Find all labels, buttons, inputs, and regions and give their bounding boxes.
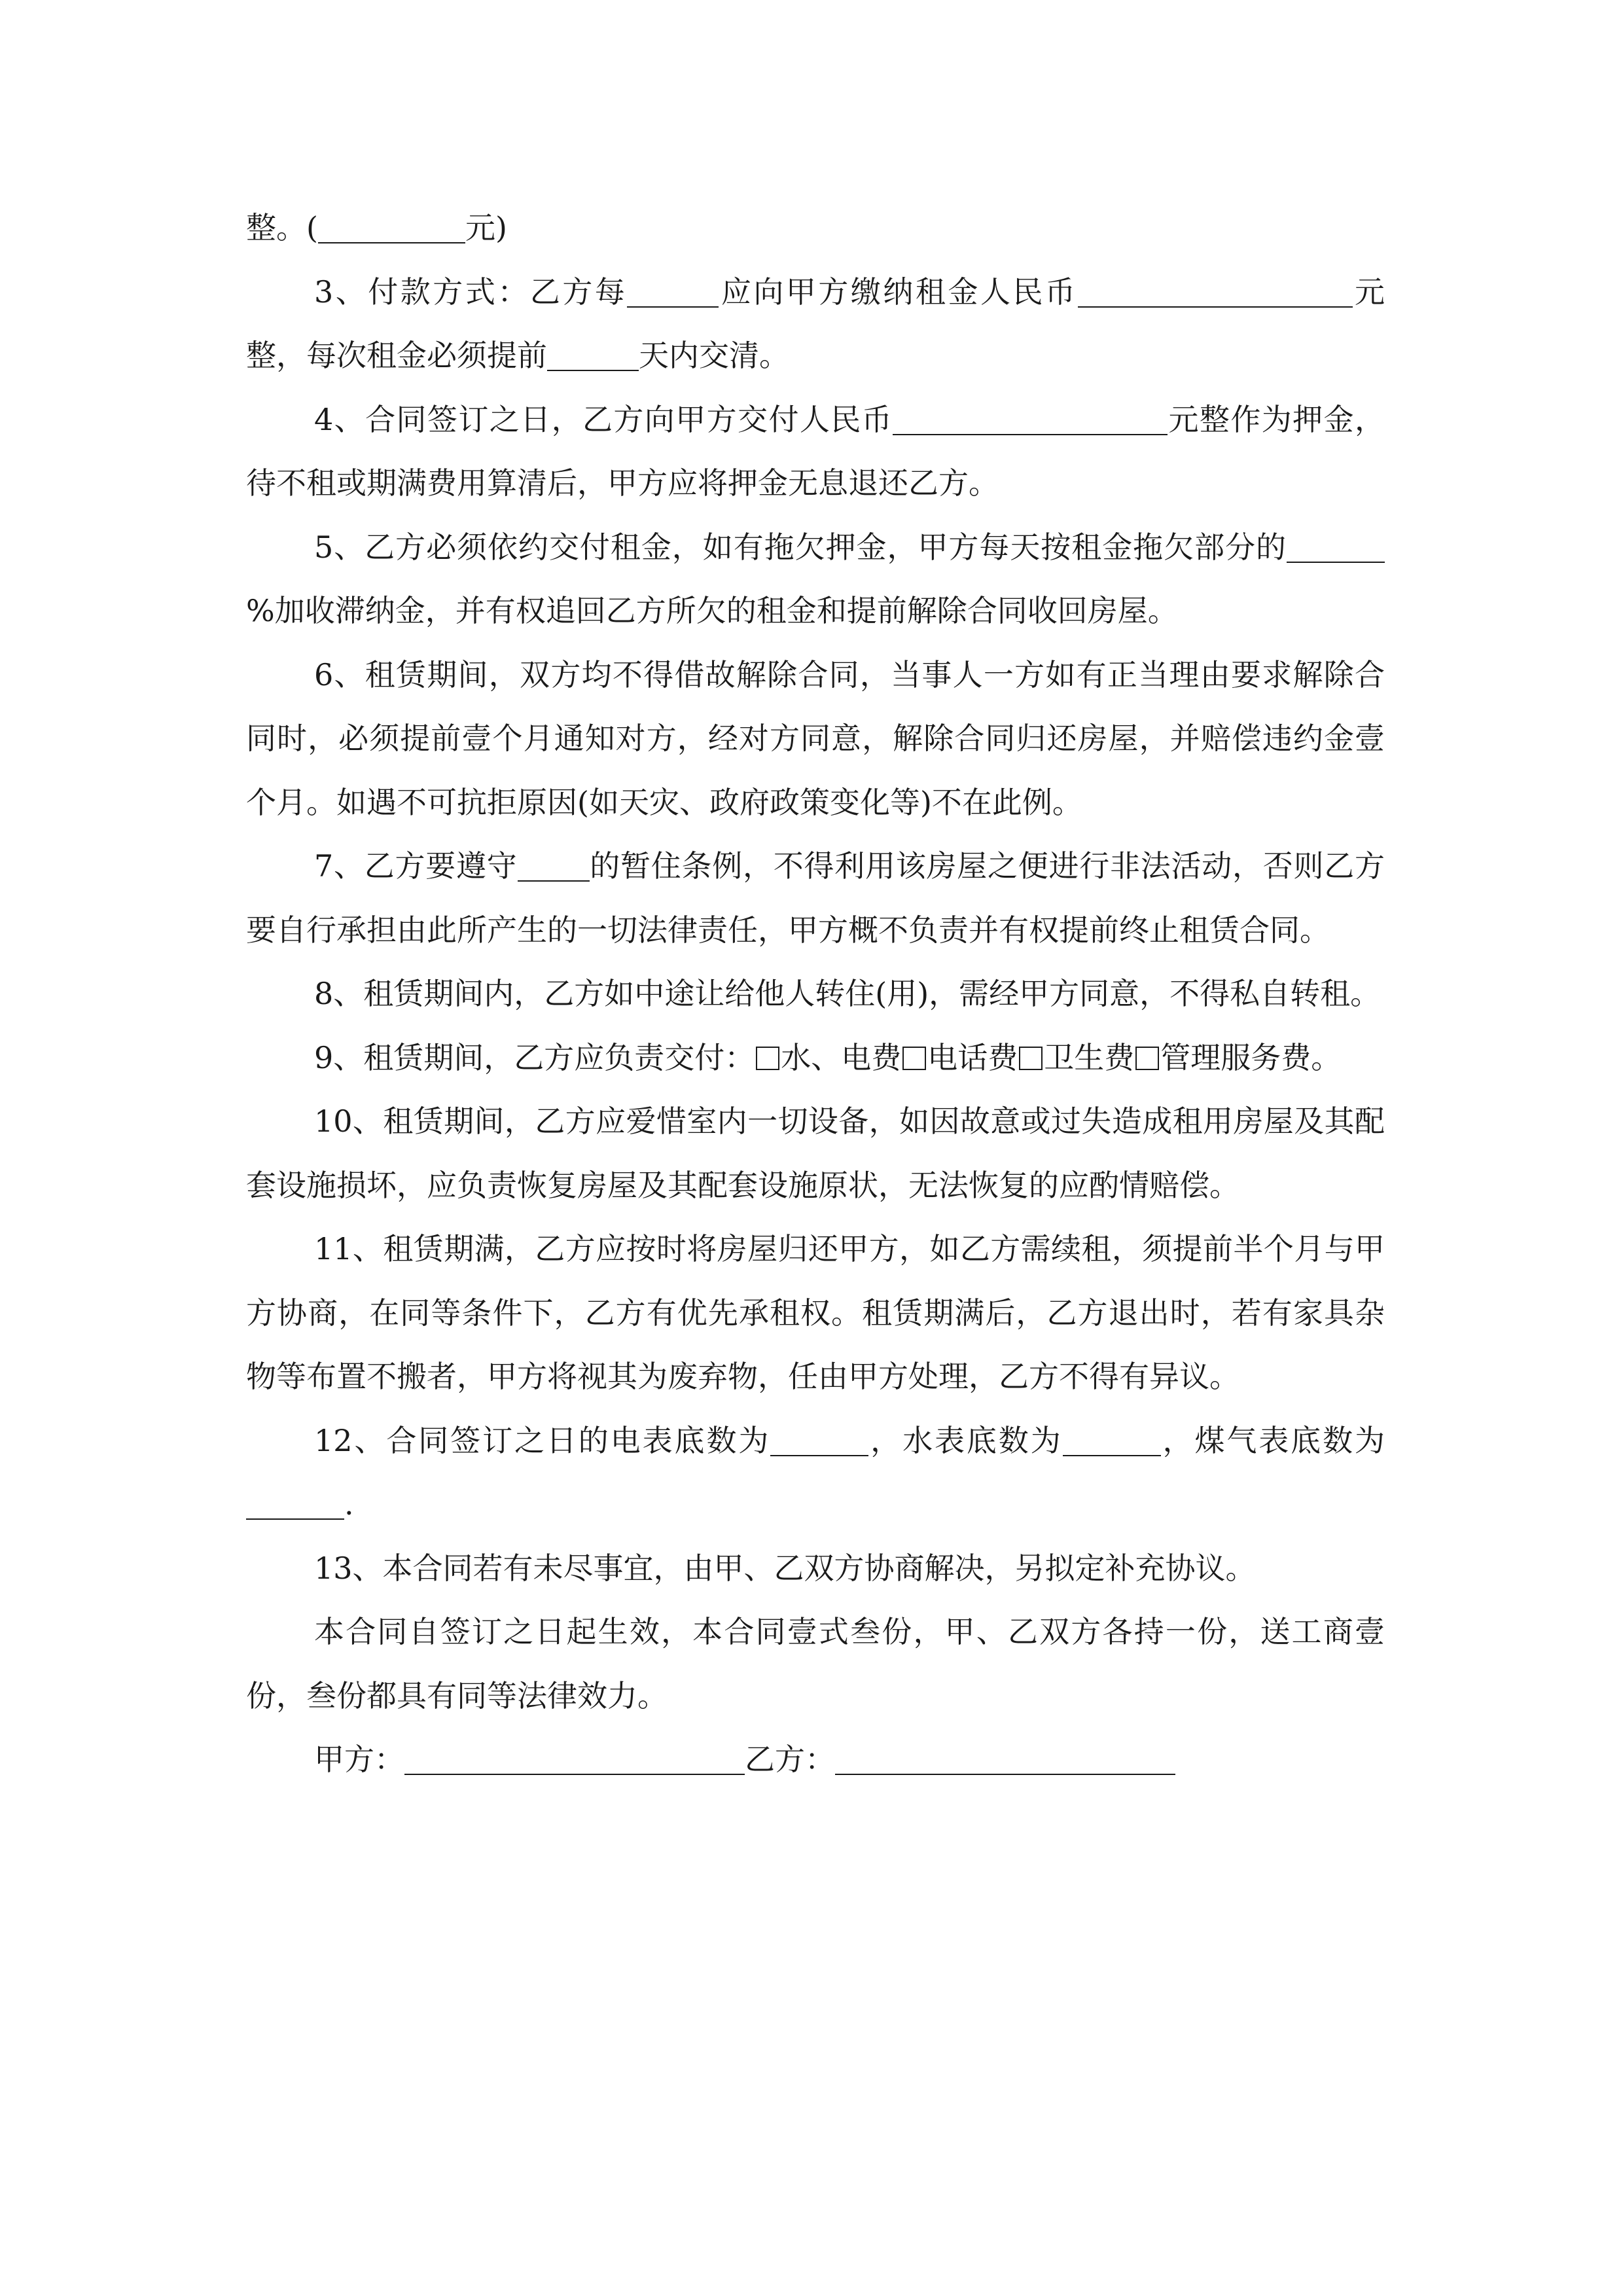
text: 整。( <box>246 210 318 245</box>
text: 7、乙方要遵守 <box>314 848 518 884</box>
text: 的暂住条例，不得利用该房屋之便进行非法活动，否则乙方要自行承担由此所产生的一切法律责任，甲方概不负责并有权提前终止租赁合同。 <box>246 848 1385 948</box>
text: 元整，每次租金必须提前 <box>246 274 1385 373</box>
option-label: 电话费 <box>927 1039 1018 1075</box>
clause-7-regulations <box>246 834 1385 962</box>
text: . <box>344 1486 354 1522</box>
para-rent-amount-end <box>246 196 1385 260</box>
signature-line <box>246 1728 1385 1792</box>
text: %加收滞纳金，并有权追回乙方所欠的租金和提前解除合同收回房屋。 <box>246 593 1178 628</box>
clause-9-fees <box>246 1026 1385 1090</box>
clause-12-meters <box>246 1409 1385 1537</box>
clause-13-supplement: 13、本合同若有未尽事宜，由甲、乙双方协商解决，另拟定补充协议。 <box>314 1550 1256 1586</box>
clause-8-sublet: 8、租赁期间内，乙方如中途让给他人转住(用)，需经甲方同意，不得私自转租。 <box>314 976 1381 1011</box>
text: 元整作为押金，待不租或期满费用算清后，甲方应将押金无息退还乙方。 <box>246 401 1385 501</box>
contract-page <box>246 196 1385 1792</box>
party-a-label: 甲方： <box>314 1742 404 1777</box>
days-in-advance-blank[interactable] <box>547 340 639 371</box>
clause-4-deposit <box>246 388 1385 516</box>
text: 应向甲方缴纳租金人民币 <box>719 274 1078 310</box>
clause-11-expiry: 11、租赁期满，乙方应按时将房屋归还甲方，如乙方需续租，须提前半个月与甲方协商，在同等条件下，乙方有优先承租权。租赁期满后，乙方退出时，若有家具杂物等布置不搬者，甲方将视其为废弃物，任由甲方处理，乙方不得有异议。 <box>246 1231 1385 1394</box>
rent-amount-blank[interactable] <box>1078 276 1353 308</box>
management-fee-checkbox[interactable] <box>1135 1047 1159 1070</box>
text: ，煤气表底数为 <box>1160 1422 1385 1458</box>
text: 元) <box>465 210 507 245</box>
party-a-signature-blank[interactable] <box>404 1744 745 1775</box>
text: 3、付款方式：乙方每 <box>314 274 628 310</box>
option-label: 卫生费 <box>1044 1039 1135 1075</box>
phone-fee-checkbox[interactable] <box>902 1047 926 1070</box>
text: 4、合同签订之日，乙方向甲方交付人民币 <box>314 401 893 437</box>
clause-5-late-fee <box>246 516 1385 643</box>
clause-6-termination: 6、租赁期间，双方均不得借故解除合同，当事人一方如有正当理由要求解除合同时，必须提前壹个月通知对方，经对方同意，解除合同归还房屋，并赔偿违约金壹个月。如遇不可抗拒原因(如天灾、政府政策变化等)不在此例。 <box>246 656 1385 820</box>
regulation-place-blank[interactable] <box>518 850 590 882</box>
text: 12、合同签订之日的电表底数为 <box>314 1422 771 1458</box>
text: 天内交清。 <box>639 338 789 373</box>
water-electric-checkbox[interactable] <box>756 1047 779 1070</box>
text: 9、租赁期间，乙方应负责交付： <box>314 1039 755 1075</box>
payment-period-blank[interactable] <box>627 276 719 308</box>
effective-clause: 本合同自签订之日起生效，本合同壹式叁份，甲、乙双方各持一份，送工商壹份，叁份都具有同等法律效力。 <box>246 1614 1385 1713</box>
electric-meter-blank[interactable] <box>770 1425 868 1456</box>
option-label: 管理服务费。 <box>1160 1039 1342 1075</box>
gas-meter-blank[interactable] <box>246 1488 344 1520</box>
sanitation-fee-checkbox[interactable] <box>1019 1047 1043 1070</box>
option-label: 水、电费 <box>781 1039 902 1075</box>
clause-10-equipment: 10、租赁期间，乙方应爱惜室内一切设备，如因故意或过失造成租用房屋及其配套设施损坏，应负责恢复房屋及其配套设施原状，无法恢复的应酌情赔偿。 <box>246 1103 1385 1203</box>
amount-blank[interactable] <box>318 212 465 243</box>
text: 5、乙方必须依约交付租金，如有拖欠押金，甲方每天按租金拖欠部分的 <box>314 529 1287 565</box>
water-meter-blank[interactable] <box>1063 1425 1161 1456</box>
party-b-label: 乙方： <box>745 1742 835 1777</box>
clause-3-payment <box>246 260 1385 388</box>
late-fee-percent-blank[interactable] <box>1287 531 1385 563</box>
text: ，水表底数为 <box>868 1422 1063 1458</box>
deposit-amount-blank[interactable] <box>893 404 1168 435</box>
party-b-signature-blank[interactable] <box>835 1744 1175 1775</box>
